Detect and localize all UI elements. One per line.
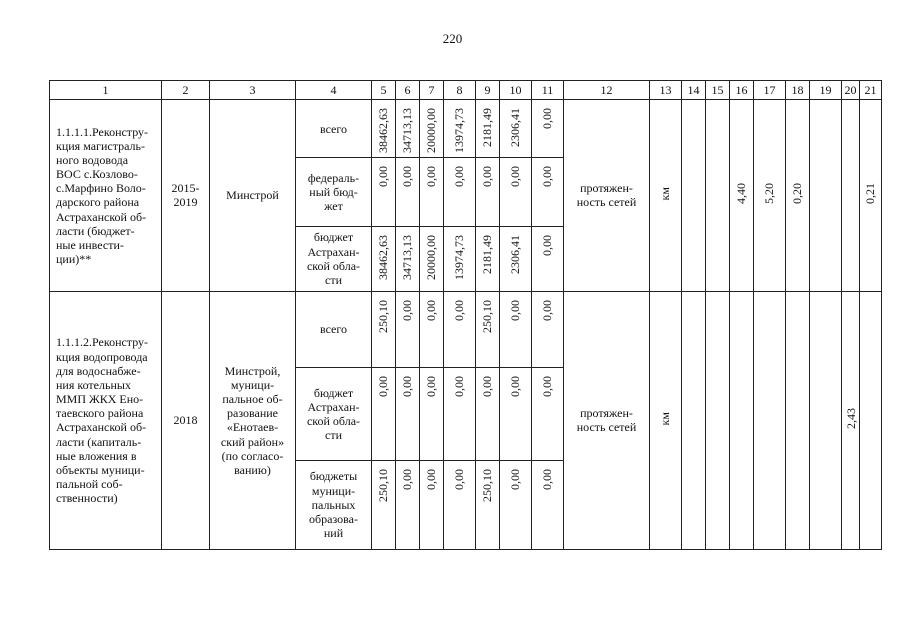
target-value-cell bbox=[754, 291, 786, 549]
funding-value-cell bbox=[476, 158, 500, 226]
funding-value: 13974,73 bbox=[452, 108, 467, 154]
funding-value-cell bbox=[396, 226, 420, 291]
funding-value: 2306,41 bbox=[508, 234, 523, 274]
page-number: 220 bbox=[442, 31, 463, 46]
funding-value: 0,00 bbox=[452, 468, 467, 490]
funding-value-cell bbox=[500, 460, 532, 549]
funding-value-cell bbox=[500, 158, 532, 226]
header-cell: 4 bbox=[296, 81, 372, 100]
funding-value: 0,00 bbox=[376, 376, 391, 398]
target-value-cell bbox=[860, 291, 882, 549]
funding-value: 0,00 bbox=[424, 299, 439, 321]
executor: Минстрой bbox=[210, 100, 296, 292]
target-value-cell bbox=[786, 291, 810, 549]
indicator: протяжен- ность сетей bbox=[564, 100, 650, 292]
funding-value-cell bbox=[396, 100, 420, 158]
funding-source: бюджет Астрахан- ской обла- сти bbox=[296, 226, 372, 291]
target-value-cell bbox=[682, 100, 706, 292]
funding-value-cell bbox=[532, 100, 564, 158]
target-value-cell bbox=[706, 100, 730, 292]
funding-value: 0,00 bbox=[452, 299, 467, 321]
header-cell: 16 bbox=[730, 81, 754, 100]
header-cell: 8 bbox=[444, 81, 476, 100]
funding-value-cell bbox=[420, 460, 444, 549]
target-value-cell bbox=[730, 291, 754, 549]
funding-value: 0,00 bbox=[400, 166, 415, 188]
funding-value-cell bbox=[500, 291, 532, 367]
header-cell: 13 bbox=[650, 81, 682, 100]
funding-value-cell bbox=[444, 460, 476, 549]
funding-source: всего bbox=[296, 100, 372, 158]
unit: км bbox=[658, 187, 673, 201]
header-cell: 1 bbox=[50, 81, 162, 100]
table-row bbox=[50, 100, 882, 158]
funding-value-cell bbox=[420, 291, 444, 367]
target-value-cell bbox=[754, 100, 786, 292]
funding-value-cell bbox=[396, 158, 420, 226]
header-cell: 19 bbox=[810, 81, 842, 100]
funding-value: 0,00 bbox=[508, 299, 523, 321]
funding-value-cell bbox=[372, 291, 396, 367]
table-row bbox=[50, 291, 882, 367]
target-value-cell bbox=[860, 100, 882, 292]
funding-value: 0,00 bbox=[400, 376, 415, 398]
funding-value: 20000,00 bbox=[424, 234, 439, 280]
header-cell: 6 bbox=[396, 81, 420, 100]
header-cell: 15 bbox=[706, 81, 730, 100]
object-name: 1.1.1.1.Реконстру- кция магистраль- ного водовода ВОС с.Козлово- с.Марфино Воло- дарского района Астраханской об- ласти (бюджет- ные инвести- ции)** bbox=[50, 100, 162, 292]
funding-value-cell bbox=[476, 100, 500, 158]
funding-value: 0,00 bbox=[540, 108, 555, 130]
funding-value-cell bbox=[444, 226, 476, 291]
header-row bbox=[50, 81, 882, 100]
funding-value: 38462,63 bbox=[376, 108, 391, 154]
funding-value-cell bbox=[420, 226, 444, 291]
header-cell: 21 bbox=[860, 81, 882, 100]
target-value-cell bbox=[810, 100, 842, 292]
funding-value-cell bbox=[476, 226, 500, 291]
funding-value-cell bbox=[396, 368, 420, 460]
funding-value: 13974,73 bbox=[452, 234, 467, 280]
funding-value: 0,00 bbox=[540, 468, 555, 490]
funding-value: 2306,41 bbox=[508, 108, 523, 148]
funding-value: 0,00 bbox=[540, 299, 555, 321]
target-value: 4,40 bbox=[734, 183, 749, 205]
target-value: 0,20 bbox=[790, 183, 805, 205]
funding-value-cell bbox=[420, 368, 444, 460]
funding-value-cell bbox=[476, 291, 500, 367]
funding-value: 0,00 bbox=[424, 468, 439, 490]
funding-value: 0,00 bbox=[540, 166, 555, 188]
funding-value: 2181,49 bbox=[480, 108, 495, 148]
funding-value-cell bbox=[372, 226, 396, 291]
funding-value: 250,10 bbox=[376, 468, 391, 502]
target-value-cell bbox=[842, 100, 860, 292]
funding-value-cell bbox=[532, 460, 564, 549]
header-cell: 17 bbox=[754, 81, 786, 100]
unit-cell bbox=[650, 100, 682, 292]
funding-value-cell bbox=[396, 291, 420, 367]
target-value-cell bbox=[786, 100, 810, 292]
funding-source: федераль- ный бюд- жет bbox=[296, 158, 372, 226]
target-value-cell bbox=[730, 100, 754, 292]
header-cell: 11 bbox=[532, 81, 564, 100]
target-value: 5,20 bbox=[762, 183, 777, 205]
object-name: 1.1.1.2.Реконстру- кция водопровода для водоснабже- ния котельных ММП ЖКХ Ено- таевского района Астраханской об- ласти (капиталь- ные вложения в объекты муници- пальной соб- ственности) bbox=[50, 291, 162, 549]
funding-value-cell bbox=[532, 226, 564, 291]
funding-value: 0,00 bbox=[376, 166, 391, 188]
unit-cell bbox=[650, 291, 682, 549]
header-cell: 9 bbox=[476, 81, 500, 100]
target-value-cell bbox=[682, 291, 706, 549]
header-cell: 3 bbox=[210, 81, 296, 100]
header-cell: 20 bbox=[842, 81, 860, 100]
funding-value-cell bbox=[372, 460, 396, 549]
funding-value: 0,00 bbox=[540, 234, 555, 256]
period: 2018 bbox=[162, 291, 210, 549]
funding-value-cell bbox=[444, 158, 476, 226]
header-cell: 7 bbox=[420, 81, 444, 100]
executor: Минстрой, муници- пальное об- разование «Енотаев- ский район» (по согласо- ванию) bbox=[210, 291, 296, 549]
header-cell: 12 bbox=[564, 81, 650, 100]
funding-value: 2181,49 bbox=[480, 234, 495, 274]
header-cell: 14 bbox=[682, 81, 706, 100]
funding-value-cell bbox=[476, 368, 500, 460]
funding-value: 20000,00 bbox=[424, 108, 439, 154]
funding-value: 0,00 bbox=[480, 376, 495, 398]
funding-value-cell bbox=[500, 226, 532, 291]
funding-value-cell bbox=[372, 158, 396, 226]
budget-table bbox=[49, 80, 882, 550]
header-cell: 2 bbox=[162, 81, 210, 100]
header-cell: 5 bbox=[372, 81, 396, 100]
funding-value-cell bbox=[444, 100, 476, 158]
funding-value-cell bbox=[420, 158, 444, 226]
unit: км bbox=[658, 412, 673, 426]
funding-value: 0,00 bbox=[452, 166, 467, 188]
indicator: протяжен- ность сетей bbox=[564, 291, 650, 549]
funding-value: 0,00 bbox=[400, 468, 415, 490]
funding-value-cell bbox=[500, 368, 532, 460]
funding-value: 0,00 bbox=[508, 166, 523, 188]
funding-value-cell bbox=[372, 368, 396, 460]
funding-source: бюджет Астрахан- ской обла- сти bbox=[296, 368, 372, 460]
funding-value: 38462,63 bbox=[376, 234, 391, 280]
header-cell: 18 bbox=[786, 81, 810, 100]
target-value-cell bbox=[842, 291, 860, 549]
funding-source: бюджеты муници- пальных образова- ний bbox=[296, 460, 372, 549]
funding-value-cell bbox=[396, 460, 420, 549]
header-cell: 10 bbox=[500, 81, 532, 100]
funding-value-cell bbox=[532, 291, 564, 367]
funding-value: 250,10 bbox=[480, 468, 495, 502]
funding-value: 34713,13 bbox=[400, 234, 415, 280]
target-value: 2,43 bbox=[844, 408, 858, 430]
funding-value: 0,00 bbox=[508, 376, 523, 398]
funding-value-cell bbox=[532, 368, 564, 460]
funding-value: 0,00 bbox=[480, 166, 495, 188]
funding-value-cell bbox=[444, 368, 476, 460]
target-value-cell bbox=[706, 291, 730, 549]
funding-value-cell bbox=[532, 158, 564, 226]
funding-value-cell bbox=[476, 460, 500, 549]
funding-value-cell bbox=[372, 100, 396, 158]
target-value-cell bbox=[810, 291, 842, 549]
funding-value: 250,10 bbox=[480, 299, 495, 333]
funding-source: всего bbox=[296, 291, 372, 367]
funding-value: 0,00 bbox=[540, 376, 555, 398]
funding-value: 34713,13 bbox=[400, 108, 415, 154]
funding-value: 0,00 bbox=[452, 376, 467, 398]
funding-value: 0,00 bbox=[508, 468, 523, 490]
funding-value-cell bbox=[500, 100, 532, 158]
target-value: 0,21 bbox=[863, 183, 878, 205]
period: 2015- 2019 bbox=[162, 100, 210, 292]
funding-value-cell bbox=[420, 100, 444, 158]
funding-value: 0,00 bbox=[424, 376, 439, 398]
funding-value: 0,00 bbox=[400, 299, 415, 321]
funding-value-cell bbox=[444, 291, 476, 367]
funding-value: 250,10 bbox=[376, 299, 391, 333]
funding-value: 0,00 bbox=[424, 166, 439, 188]
